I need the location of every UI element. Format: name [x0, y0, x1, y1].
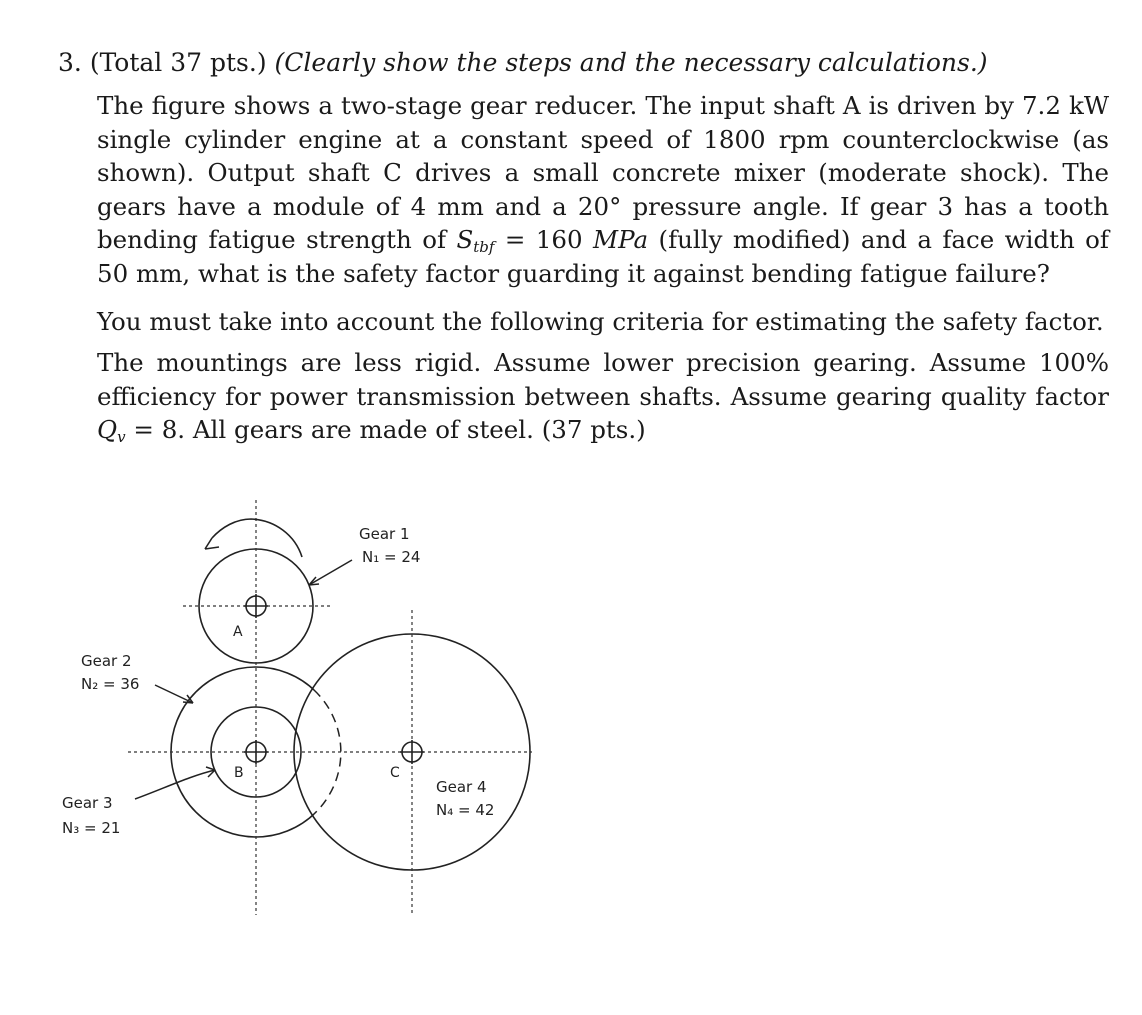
rotation-arrow	[212, 519, 302, 557]
quality-symbol: Q	[97, 415, 118, 444]
rotation-arrowhead	[205, 538, 219, 549]
criteria-intro: You must take into account the following criteria for estimating the safety factor.	[97, 307, 1104, 336]
gear4-teeth-label: N₄ = 42	[436, 801, 495, 819]
gear1-leader	[309, 560, 352, 585]
gear-reducer-figure	[50, 495, 550, 925]
problem-header	[58, 46, 1118, 80]
gear2-teeth-label: N₂ = 36	[81, 675, 140, 693]
gear1-teeth-label: N₁ = 24	[362, 548, 421, 566]
problem-instruction: (Clearly show the steps and the necessary calculations.)	[274, 48, 988, 77]
gear2-name-label: Gear 2	[81, 652, 132, 670]
strength-subscript: tbf	[473, 238, 495, 256]
problem-statement	[97, 89, 1109, 290]
quality-subscript: v	[117, 428, 126, 446]
strength-value: = 160	[504, 225, 583, 254]
gear2-leader	[155, 685, 193, 703]
assumptions	[97, 346, 1109, 447]
shaft-b-label: B	[234, 765, 244, 781]
gear3-leader	[135, 770, 215, 799]
gear3-teeth-label: N₃ = 21	[62, 819, 121, 837]
gear1-leader-head	[309, 577, 319, 585]
shaft-c-label: C	[390, 765, 400, 781]
gear4-name-label: Gear 4	[436, 778, 487, 796]
shaft-a-label: A	[233, 624, 243, 640]
assumptions-text: The mountings are less rigid. Assume lower precision gearing. Assume 100% efficiency for power transmission between shafts. Assume gearing quality factor	[97, 348, 1109, 411]
statement-text: The figure shows a two-stage gear reducer. The input shaft A is driven by 7.2 kW single cylinder engine at a constant speed of 1800 rpm counterclockwise (as shown). Output shaft C drives a small concrete mixer (moderate shock). The gears have a module of 4 mm and a 20° pressure angle. If gear 3 has a tooth bending fatigue strength of	[97, 91, 1109, 254]
problem-number: 3.	[58, 48, 82, 77]
assumptions-text-end: = 8. All gears are made of steel. (37 pts.)	[133, 415, 646, 444]
problem-points: (Total 37 pts.)	[89, 48, 267, 77]
statement-text-end: (fully modified) and a face width of 50 mm, what is the safety factor guarding it against bending fatigue failure?	[97, 225, 1109, 288]
strength-symbol: S	[456, 225, 474, 254]
strength-unit: MPa	[593, 225, 649, 254]
gear3-name-label: Gear 3	[62, 794, 113, 812]
gear1-name-label: Gear 1	[359, 525, 410, 543]
